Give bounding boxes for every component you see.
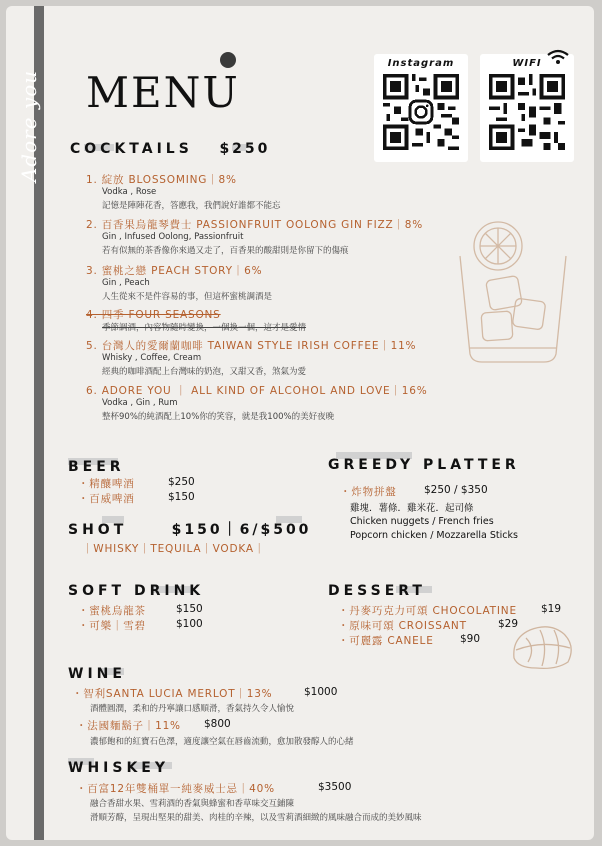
dessert-2-name: ・原味可頌 CROISSANT — [338, 620, 467, 632]
cocktail-4-desc: 季節調酒，內容物隨時變換，一個換一個，這才是愛情 — [102, 323, 307, 333]
shot-options: ｜WHISKY｜TEQUILA｜VODKA｜ — [82, 543, 266, 555]
beer-2-name: ・百威啤酒 — [78, 493, 135, 505]
title-dot — [220, 52, 236, 68]
instagram-qr-code — [383, 74, 459, 150]
cocktail-3-desc: 人生從來不是件容易的事，但這杯蜜桃調酒是 — [102, 292, 273, 302]
dessert-heading: DESSERT — [328, 583, 426, 599]
beer-1-price: $250 — [168, 476, 195, 488]
cocktail-1-desc: 記憶是陣陣花香，答應我，我們說好誰都不能忘 — [102, 201, 281, 211]
cocktail-6-name: 6. ADORE YOU ｜ ALL KIND OF ALCOHOL AND LOVE｜16% — [86, 385, 428, 397]
whiskey-heading: WHISKEY — [68, 760, 170, 776]
wine-2-name: ・法國麵鬍子｜11% — [76, 720, 181, 732]
cocktail-4-name: 4. 四季 FOUR SEASONS — [86, 309, 221, 321]
cocktail-1-name: 1. 綻放 BLOSSOMING｜8% — [86, 174, 237, 186]
cocktail-5-ingredients: Whisky , Coffee, Cream — [102, 353, 202, 363]
wine-1-desc: 酒體圓潤，柔和的丹寧讓口感順滑，香氣持久令人愉悅 — [90, 704, 295, 714]
soft-1-name: ・蜜桃烏龍茶 — [78, 605, 146, 617]
wine-2-desc: 濃郁飽和的紅寶石色澤，適度讓空氣在唇齒流動，愈加散發醇人的心緒 — [90, 737, 354, 747]
dessert-3-name: ・可麗露 CANELE — [338, 635, 434, 647]
instagram-qr[interactable] — [374, 54, 468, 162]
wifi-qr-code — [489, 74, 565, 150]
whiskey-desc-2: 滑順芳醇，呈現出堅果的甜美、肉桂的辛辣，以及雪莉酒細緻的風味融合而成的美妙風味 — [90, 813, 422, 823]
cocktail-3-name: 3. 蜜桃之戀 PEACH STORY｜6% — [86, 265, 263, 277]
sidebar-script-logo: Adore you — [17, 69, 41, 183]
menu-page — [6, 6, 594, 840]
wine-1-price: $1000 — [304, 686, 338, 698]
soft-2-price: $100 — [176, 618, 203, 630]
platter-desc-zh: 雞塊．薯條．雞米花．起司條 — [350, 503, 474, 514]
greedy-platter-heading: GREEDY PLATTER — [328, 457, 520, 473]
platter-price: $250 / $350 — [424, 484, 488, 496]
page-title: MENU — [86, 68, 240, 117]
cocktail-2-name: 2. 百香果烏龍琴費士 PASSIONFRUIT OOLONG GIN FIZZ｜8% — [86, 219, 424, 231]
dessert-1-name: ・丹麥巧克力可頌 CHOCOLATINE — [338, 605, 517, 617]
shot-heading: SHOT $150｜6/$500 — [68, 522, 312, 538]
cocktail-5-name: 5. 台灣人的愛爾蘭咖啡 TAIWAN STYLE IRISH COFFEE｜11% — [86, 340, 417, 352]
beer-1-name: ・精釀啤酒 — [78, 478, 135, 490]
wine-2-price: $800 — [204, 718, 231, 730]
cocktails-heading: COCKTAILS $250 — [70, 141, 271, 157]
dessert-1-price: $19 — [541, 603, 562, 615]
dessert-2-price: $29 — [498, 618, 519, 630]
wifi-label: WIFI — [512, 58, 542, 69]
cocktail-3-ingredients: Gin , Peach — [102, 278, 150, 288]
platter-desc-en-2: Popcorn chicken / Mozzarella Sticks — [350, 530, 518, 541]
dessert-3-price: $90 — [460, 633, 481, 645]
cocktail-5-desc: 經典的咖啡酒配上台灣味的奶泡，又甜又香，煞氣为愛 — [102, 367, 307, 377]
cocktail-2-ingredients: Gin , Infused Oolong, Passionfruit — [102, 232, 244, 242]
wifi-qr[interactable] — [480, 54, 574, 162]
instagram-label: Instagram — [387, 58, 455, 69]
soft-2-name: ・可樂｜雪碧 — [78, 620, 146, 632]
platter-name: ・炸物拼盤 — [340, 486, 397, 498]
beer-heading: BEER — [68, 459, 125, 475]
cocktail-6-desc: 整杯90%的純酒配上10%你的笑容，就是我100%的美好夜晚 — [102, 412, 335, 422]
whiskey-name: ・百富12年雙桶單一純麥威士忌｜40% — [76, 783, 275, 795]
cocktail-glass-illustration — [448, 216, 578, 366]
wine-1-name: ・智利SANTA LUCIA MERLOT｜13% — [72, 688, 273, 700]
cocktail-1-ingredients: Vodka , Rose — [102, 187, 157, 197]
wine-heading: WINE — [68, 666, 126, 682]
soft-drink-heading: SOFT DRINK — [68, 583, 205, 599]
beer-2-price: $150 — [168, 491, 195, 503]
cocktail-2-desc: 若有似無的茶香像你來過又走了，百香果的酸甜則是你留下的傷痕 — [102, 246, 349, 256]
soft-1-price: $150 — [176, 603, 203, 615]
whiskey-price: $3500 — [318, 781, 352, 793]
cocktail-6-ingredients: Vodka , Gin , Rum — [102, 398, 178, 408]
platter-desc-en-1: Chicken nuggets / French fries — [350, 516, 494, 527]
whiskey-desc-1: 融合香甜水果、雪莉酒的香氣與蜂蜜和香草味交互鋪陳 — [90, 799, 295, 809]
